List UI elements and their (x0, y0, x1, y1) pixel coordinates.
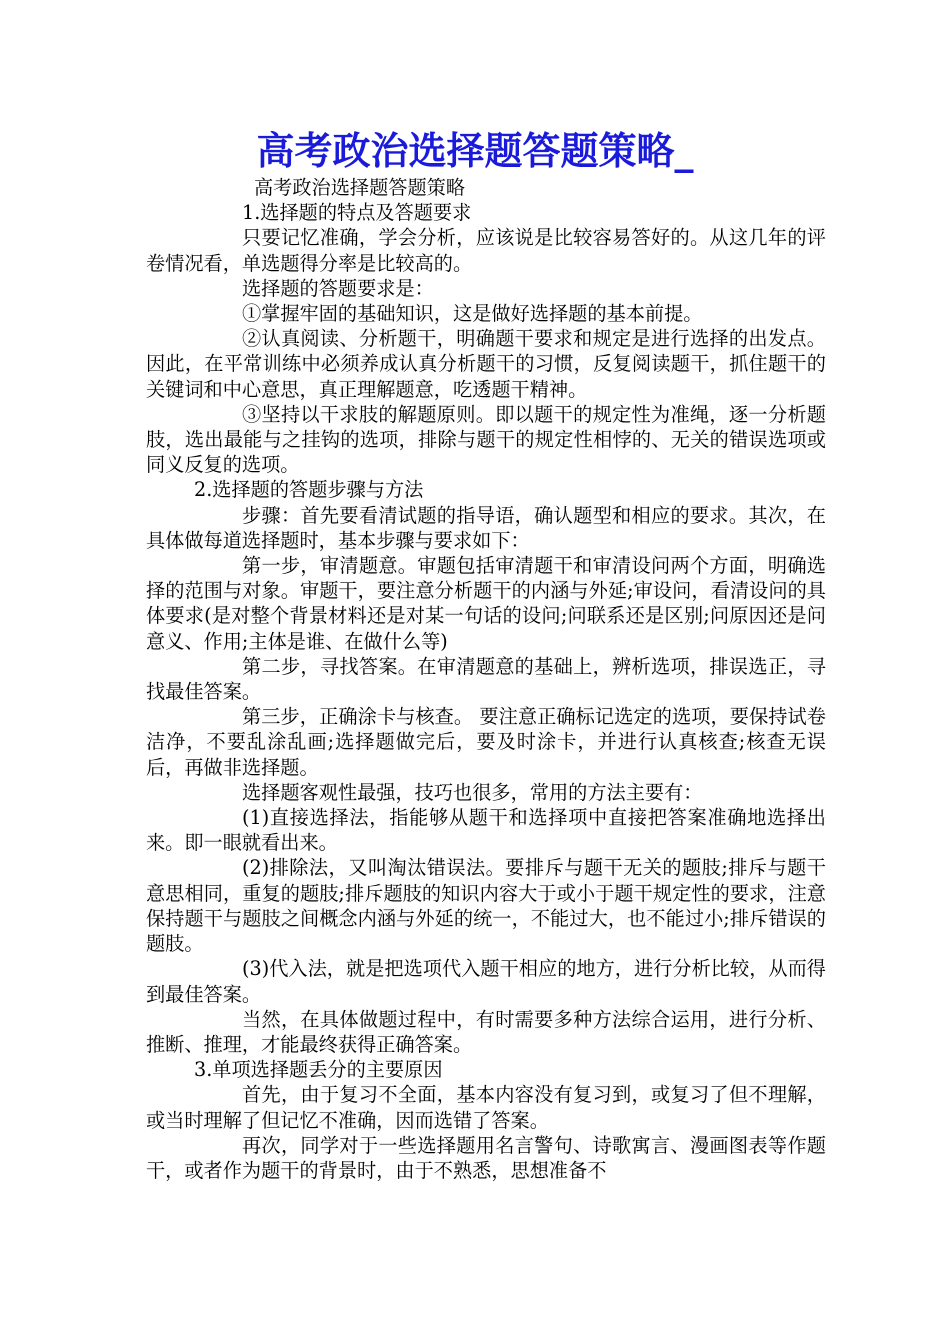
paragraph: (1)直接选择法，指能够从题干和选择项中直接把答案准确地选择出来。即一眼就看出来。 (146, 806, 826, 855)
document-title: 高考政治选择题答题策略_ (256, 128, 694, 173)
document-body (146, 175, 826, 1183)
paragraph: 1.选择题的特点及答题要求 (242, 201, 472, 225)
paragraph: 当然，在具体做题过程中，有时需要多种方法综合运用，进行分析、推断、推理，才能最终获得正确答案。 (146, 1007, 826, 1056)
paragraph: 3.单项选择题丢分的主要原因 (194, 1058, 443, 1082)
paragraph: 首先，由于复习不全面，基本内容没有复习到，或复习了但不理解，或当时理解了但记忆不准确，因而选错了答案。 (146, 1083, 826, 1132)
paragraph: ③坚持以干求肢的解题原则。即以题干的规定性为准绳，逐一分析题肢，选出最能与之挂钩的选项，排除与题干的规定性相悖的、无关的错误选项或同义反复的选项。 (146, 402, 826, 477)
paragraph: 第二步，寻找答案。在审清题意的基础上，辨析选项，排误选正，寻找最佳答案。 (146, 654, 826, 704)
paragraph: ①掌握牢固的基础知识，这是做好选择题的基本前提。 (242, 302, 703, 326)
paragraph: 选择题客观性最强，技巧也很多，常用的方法主要有： (242, 780, 703, 804)
paragraph: 第一步，审清题意。审题包括审清题干和审清设问两个方面，明确选择的范围与对象。审题干，要注意分析题干的内涵与外延;审设问，看清设问的具体要求(是对整个背景材料还是对某一句话的设问;问联系还是区别;问原因还是问意义、作用;主体是谁、在做什么等) (146, 554, 826, 653)
paragraph: 步骤：首先要看清试题的指导语，确认题型和相应的要求。其次，在具体做每道选择题时，基本步骤与要求如下： (146, 503, 826, 552)
paragraph: 2.选择题的答题步骤与方法 (194, 478, 424, 502)
paragraph: ②认真阅读、分析题干，明确题干要求和规定是进行选择的出发点。因此，在平常训练中必须养成认真分析题干的习惯，反复阅读题干，抓住题干的关键词和中心意思，真正理解题意，吃透题干精神。 (146, 327, 826, 401)
paragraph: 只要记忆准确，学会分析，应该说是比较容易答好的。从这几年的评卷情况看，单选题得分率是比较高的。 (146, 226, 826, 275)
paragraph: (3)代入法，就是把选项代入题干相应的地方，进行分析比较，从而得到最佳答案。 (146, 957, 826, 1006)
paragraph: 高考政治选择题答题策略 (254, 176, 466, 199)
paragraph: (2)排除法，又叫淘汰错误法。要排斥与题干无关的题肢;排斥与题干意思相同，重复的题肢;排斥题肢的知识内容大于或小于题干规定性的要求，注意保持题干与题肢之间概念内涵与外延的统一，不能过大，也不能过小;排斥错误的题肢。 (146, 856, 826, 956)
paragraph: 第三步，正确涂卡与核查。 要注意正确标记选定的选项，要保持试卷洁净，不要乱涂乱画;选择题做完后，要及时涂卡，并进行认真核查;核查无误后，再做非选择题。 (146, 705, 826, 779)
paragraph: 选择题的答题要求是： (242, 276, 434, 300)
paragraph: 再次，同学对于一些选择题用名言警句、诗歌寓言、漫画图表等作题干，或者作为题干的背景时，由于不熟悉，思想准备不 (146, 1133, 826, 1182)
